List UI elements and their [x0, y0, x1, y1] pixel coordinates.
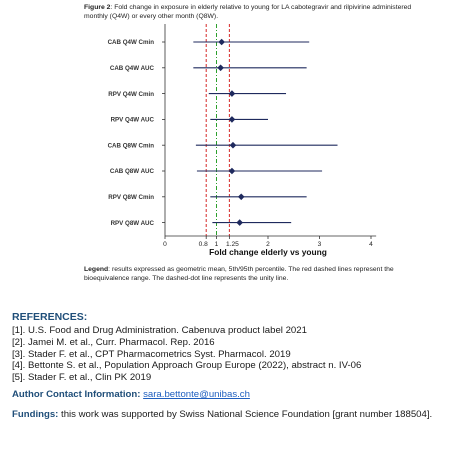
point-estimate-marker: [236, 219, 243, 226]
x-tick-label: 0: [163, 241, 167, 248]
x-tick-label: 4: [369, 241, 373, 248]
reference-item: [2]. Jamei M. et al., Curr. Pharmacol. Rep. 2016: [12, 336, 215, 348]
contact-label: Author Contact Information:: [12, 389, 141, 400]
contact-email-link[interactable]: sara.bettonte@unibas.ch: [143, 389, 250, 400]
row-label: CAB Q8W AUC: [109, 168, 154, 176]
x-tick-label: 0.8: [198, 241, 208, 248]
row-label: RPV Q8W Cmin: [108, 194, 154, 201]
row-label: RPV Q8W AUC: [110, 219, 154, 227]
row-label: CAB Q8W Cmin: [107, 142, 154, 150]
point-estimate-marker: [229, 168, 236, 175]
legend-body: : results expressed as geometric mean, 5th/95th percentile. The red dashed lines represent the bioequivalence range. The dashed-dot line represents the unity line.: [84, 266, 394, 282]
references-heading: REFERENCES:: [12, 311, 88, 323]
reference-item: [3]. Stader F. et al., CPT Pharmacometrics Syst. Pharmacol. 2019: [12, 348, 291, 360]
contact-info: [12, 389, 250, 400]
row-label: RPV Q4W AUC: [110, 116, 154, 124]
x-tick-label: 3: [317, 241, 322, 248]
reference-item: [5]. Stader F. et al., Clin PK 2019: [12, 372, 152, 384]
legend-label: Legend: [84, 266, 109, 273]
row-label: CAB Q4W AUC: [109, 65, 154, 72]
x-tick-label: 1: [214, 241, 219, 248]
figure-label: Figure 2: [84, 4, 111, 11]
legend-text: [84, 266, 424, 283]
point-estimate-marker: [238, 194, 245, 201]
funding-info: [12, 408, 468, 422]
references-list: [12, 325, 462, 384]
funding-text: this work was supported by Swiss National Science Foundation [grant number 188504].: [58, 409, 433, 420]
point-estimate-marker: [230, 142, 237, 149]
point-estimate-marker: [217, 65, 224, 72]
x-tick-label: 2: [266, 241, 270, 248]
figure-caption-text: : Fold change in exposure in elderly relative to young for LA cabotegravir and rilpivirine administered monthly (Q4W) or every other month (Q8W).: [84, 4, 412, 20]
x-axis-title: Fold change elderly vs young: [209, 247, 327, 257]
point-estimate-marker: [218, 39, 225, 46]
x-tick-label: 1.25: [225, 241, 239, 248]
row-label: RPV Q4W Cmin: [108, 90, 154, 98]
row-label: CAB Q4W Cmin: [107, 39, 154, 47]
reference-item: [1]. U.S. Food and Drug Administration. Cabenuva product label 2021: [12, 325, 307, 336]
reference-item: [4]. Bettonte S. et al., Population Approach Group Europe (2022), abstract n. IV-06: [12, 360, 362, 372]
funding-label: Fundings:: [12, 409, 59, 420]
